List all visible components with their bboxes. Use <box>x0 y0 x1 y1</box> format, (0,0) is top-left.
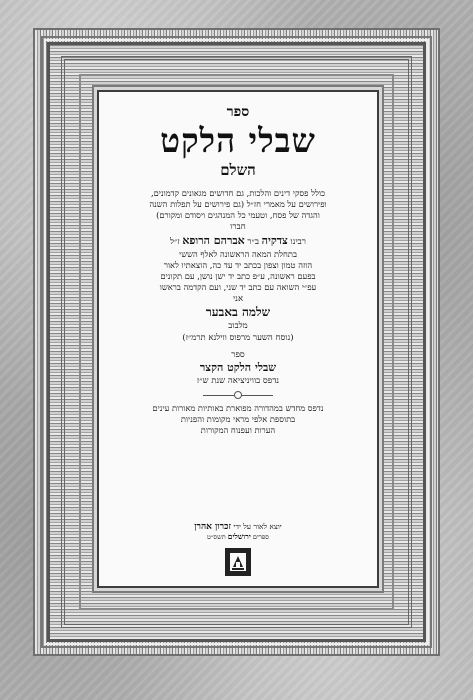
new-edition-line: בתוספת אלפי מראי מקומות והפניות <box>180 414 296 424</box>
publisher-city: ירושלים <box>227 532 251 541</box>
publisher-line-1 <box>99 522 377 532</box>
new-edition-line: נדפס מחדש במהדורה מפוארת באותיות מאורות עינים <box>152 403 324 413</box>
author-father: אברהם הרופא <box>182 234 245 247</box>
publisher-name: זכרון אהרן <box>194 522 231 532</box>
history-line: בתחלת המאה הראשונה לאלף הששי <box>179 249 297 259</box>
publisher-line2-prefix: ספרים <box>252 533 269 541</box>
author-mid: ב״ר <box>247 237 259 247</box>
ornament-divider-icon <box>203 391 273 399</box>
editor-name: שלמה באבער <box>205 305 271 319</box>
publisher-prefix: יוצא לאור על ידי <box>233 522 282 531</box>
book-subtitle: השלם <box>220 161 256 179</box>
abridged-title: שבלי הלקט הקצר <box>199 361 277 374</box>
author-name: צדקיה <box>261 234 288 247</box>
history-block <box>109 249 367 293</box>
publisher-line-2 <box>99 532 377 542</box>
book-title: שבלי הלקט <box>160 121 316 160</box>
sefer-label: ספר <box>226 104 250 120</box>
abridged-note: נדפס בוויניציאה שנת ש״ז <box>196 376 280 386</box>
editor-from: מלבוב <box>228 321 248 331</box>
history-line: בפעם ראשונה, ע״פ כתב יד ישן נושן, עם תקונים <box>160 271 316 281</box>
history-line: הוזה טמון וצפון בכתב יד עד כה, הוצאתיו לאור <box>163 260 313 270</box>
new-edition-line: הערות ועפנוח המקורות <box>200 425 276 435</box>
description-line: והגדה של פסח, וטעמי כל המנהגים ויסודם ומקורם) <box>156 210 320 220</box>
publisher-year: תשס״ט <box>207 533 226 541</box>
publisher-logo-icon <box>225 548 251 576</box>
author-prefix: רבינו <box>290 237 306 247</box>
title-page-panel <box>97 90 379 588</box>
author-suffix: ז״ל <box>170 237 180 247</box>
new-edition-block <box>109 403 367 436</box>
publisher-block <box>99 522 377 542</box>
description-line: כולל פסקי דינים והלכות, גם חדושים מגאונים קדמונים, <box>150 188 326 198</box>
ani-label: אני <box>232 294 244 304</box>
edition-note: (נוסח השער מרפוס ווילנא תרמ״ז) <box>182 333 294 343</box>
description-block <box>109 188 367 221</box>
composed-label: חברו <box>230 222 246 232</box>
sefer2-label: ספר <box>231 350 245 360</box>
description-line: ופירושים על מאמרי חז״ל (גם פירושים על תפלות השנה <box>149 199 327 209</box>
author-line <box>109 234 367 249</box>
history-line: עפ״י השואה עם כתב יד שני, ועם הקדמה בראשו <box>159 282 317 292</box>
